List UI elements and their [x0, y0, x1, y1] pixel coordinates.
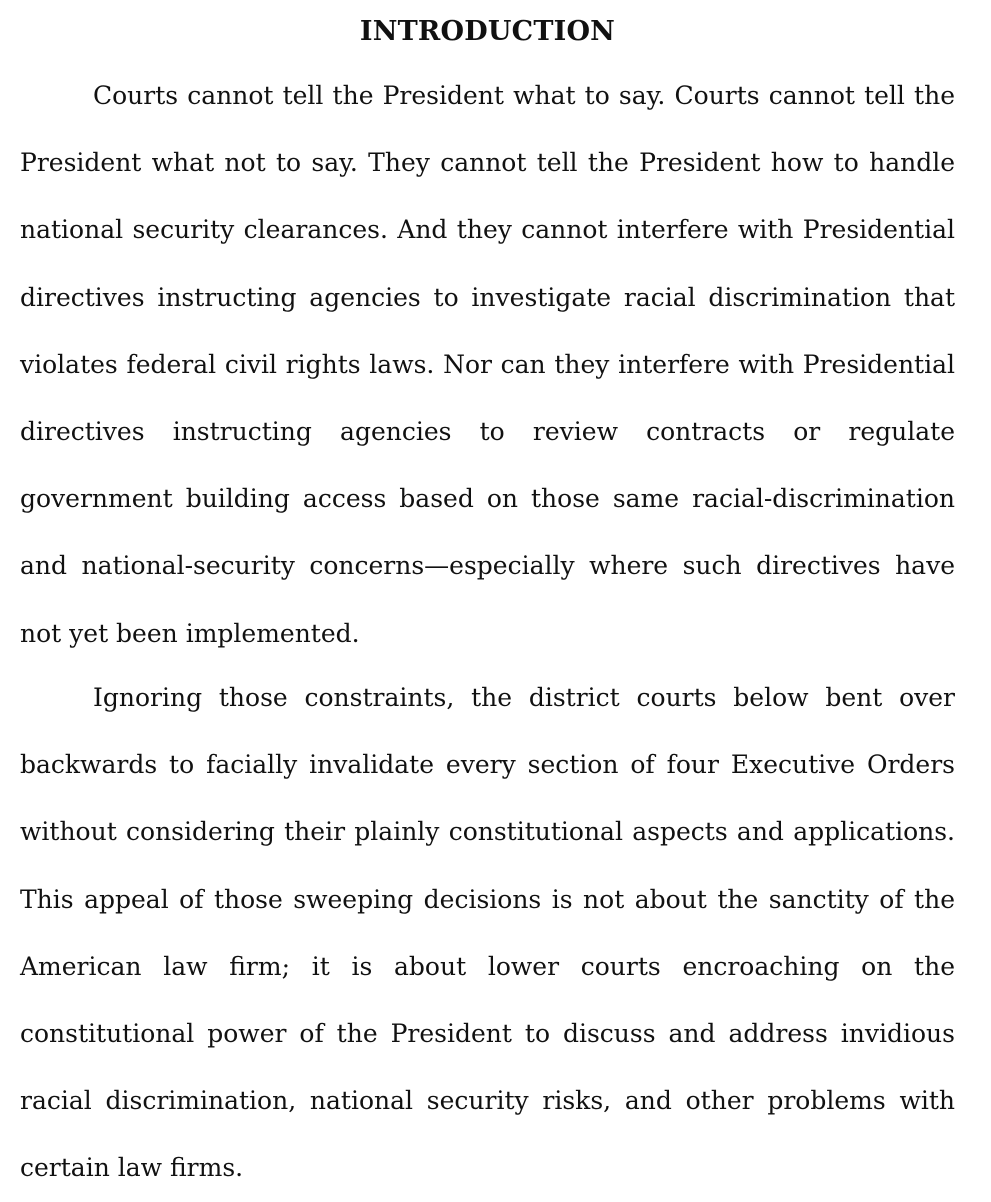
paragraph-line: certain law firms. — [20, 1153, 244, 1183]
paragraph-line: Ignoring those constraints, the district courts below bent over — [93, 683, 955, 712]
paragraph-line: directives instructing agencies to investigate racial discrimination that — [20, 282, 955, 312]
paragraph-line: backwards to facially invalidate every section of four Executive Orders — [20, 750, 955, 780]
paragraph-line: directives instructing agencies to review contracts or regulate — [20, 417, 955, 447]
paragraph-line: not yet been implemented. — [20, 618, 360, 648]
paragraph-line: without considering their plainly constitutional aspects and applications. — [20, 817, 955, 847]
paragraph-line: violates federal civil rights laws. Nor can they interfere with Presidential — [20, 349, 955, 379]
paragraph-line: racial discrimination, national security risks, and other problems with — [20, 1086, 955, 1116]
paragraph-line: Courts cannot tell the President what to say. Courts cannot tell the — [93, 81, 955, 110]
paragraph-2 — [20, 664, 955, 1202]
paragraph-line: American law firm; it is about lower courts encroaching on the — [20, 951, 955, 981]
paragraph-line: This appeal of those sweeping decisions is not about the sanctity of the — [20, 884, 955, 914]
paragraph-line: government building access based on those same racial-discrimination — [20, 484, 955, 514]
paragraph-line: constitutional power of the President to discuss and address invidious — [20, 1019, 955, 1049]
paragraph-1 — [20, 62, 955, 667]
paragraph-line: national security clearances. And they cannot interfere with Presidential — [20, 215, 955, 245]
paragraph-line: President what not to say. They cannot tell the President how to handle — [20, 148, 955, 178]
section-heading: INTRODUCTION — [359, 16, 616, 47]
paragraph-line: and national-security concerns—especially where such directives have — [20, 551, 955, 581]
